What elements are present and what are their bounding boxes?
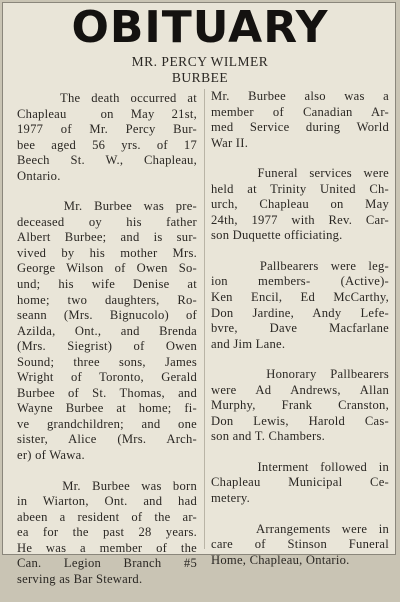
text-line: bee aged 56 yrs. of 17 [17,137,197,152]
text-line: Ontario. [17,168,61,183]
text-line: Interment followed in [211,459,389,474]
text-line: home; two daughters, Ro- [17,292,197,307]
text-line: Beech St. W., Chapleau, [17,153,197,168]
text-line: and Jim Lane. [211,336,286,351]
column-divider [204,89,205,549]
text-line: Funeral services were [211,166,389,181]
obituary-heading: OBITUARY [71,2,329,53]
text-line: Don Jardine, Andy Lefe- [211,305,389,320]
obituary-paragraph [211,89,389,151]
text-line: Can. Legion Branch #5 [17,556,197,571]
text-line: Albert Burbee; and is sur- [17,230,197,245]
text-line: Mr. Burbee was born [17,478,197,493]
text-line: Sound; three sons, James [17,354,197,369]
text-line: metery. [211,491,251,506]
obituary-paragraph [211,460,389,507]
text-line: Chapleau on May 21st, [17,106,197,121]
text-line: abeen a resident of the ar- [17,509,197,524]
text-line: serving as Bar Steward. [17,571,143,586]
text-line: bvre, Dave Macfarlane [211,321,389,336]
text-line: Honorary Pallbearers [211,367,389,382]
text-line: urch, Chapleau on May [211,197,389,212]
text-line: Ken Encil, Ed McCarthy, [211,290,389,305]
obituary-paragraph [211,522,389,569]
text-line: ion members- (Active)- [211,274,389,289]
text-line: ve grandchildren; and one [17,416,197,431]
newspaper-clipping [2,2,396,586]
text-line: (Mrs. Siegrist) of Owen [17,339,197,354]
text-line: member of Canadian Ar- [211,104,389,119]
text-line: und; his wife Denise at [17,277,197,292]
subhead-surname-line: BURBEE [171,70,229,85]
text-line: med Service during World [211,120,389,135]
obituary-paragraph [17,91,197,184]
text-line: Mr. Burbee was pre- [17,199,197,214]
text-line: George Wilson of Owen So- [17,261,197,276]
text-line: care of Stinson Funeral [211,537,389,552]
obituary-paragraph [17,199,197,463]
text-line: Murphy, Frank Cranston, [211,398,389,413]
text-line: son and T. Chambers. [211,429,326,444]
obituary-paragraph [17,479,197,588]
text-line: Home, Chapleau, Ontario. [211,552,350,567]
text-line: 1977 of Mr. Percy Bur- [17,122,197,137]
text-line: Don Lewis, Harold Cas- [211,413,389,428]
text-line: sister, Alice (Mrs. Arch- [17,432,197,447]
obituary-paragraph [211,166,389,244]
text-line: Burbee of St. Thomas, and [17,385,197,400]
text-line: vived by his mother Mrs. [17,245,197,260]
text-line: War II. [211,135,249,150]
left-column [17,91,197,602]
text-line: Chapleau Municipal Ce- [211,475,389,490]
text-line: deceased oy his father [17,214,197,229]
text-line: in Wiarton, Ont. and had [17,494,197,509]
text-line: The death occurred at [17,91,197,105]
text-line: Arrangements were in [211,521,389,536]
text-line: ea for the past 28 years. [17,525,197,540]
text-line: He was a member of the [17,540,197,555]
text-line: Mr. Burbee also was a [211,89,389,103]
text-line: seann (Mrs. Bignucolo) of [17,308,197,323]
text-line: Pallbearers were leg- [211,258,389,273]
text-line: Wright of Toronto, Gerald [17,370,197,385]
text-line: were Ad Andrews, Allan [211,382,389,397]
text-line: Wayne Burbee at home; fi- [17,401,197,416]
right-column [211,89,389,583]
obituary-paragraph [211,367,389,445]
text-line: Azilda, Ont., and Brenda [17,323,197,338]
subhead-name-line: MR. PERCY WILMER [131,54,269,69]
text-line: held at Trinity United Ch- [211,181,389,196]
obituary-paragraph [211,259,389,352]
text-line: er) of Wawa. [17,448,85,463]
text-line: 24th, 1977 with Rev. Car- [211,212,389,227]
text-line: son Duquette officiating. [211,228,343,243]
